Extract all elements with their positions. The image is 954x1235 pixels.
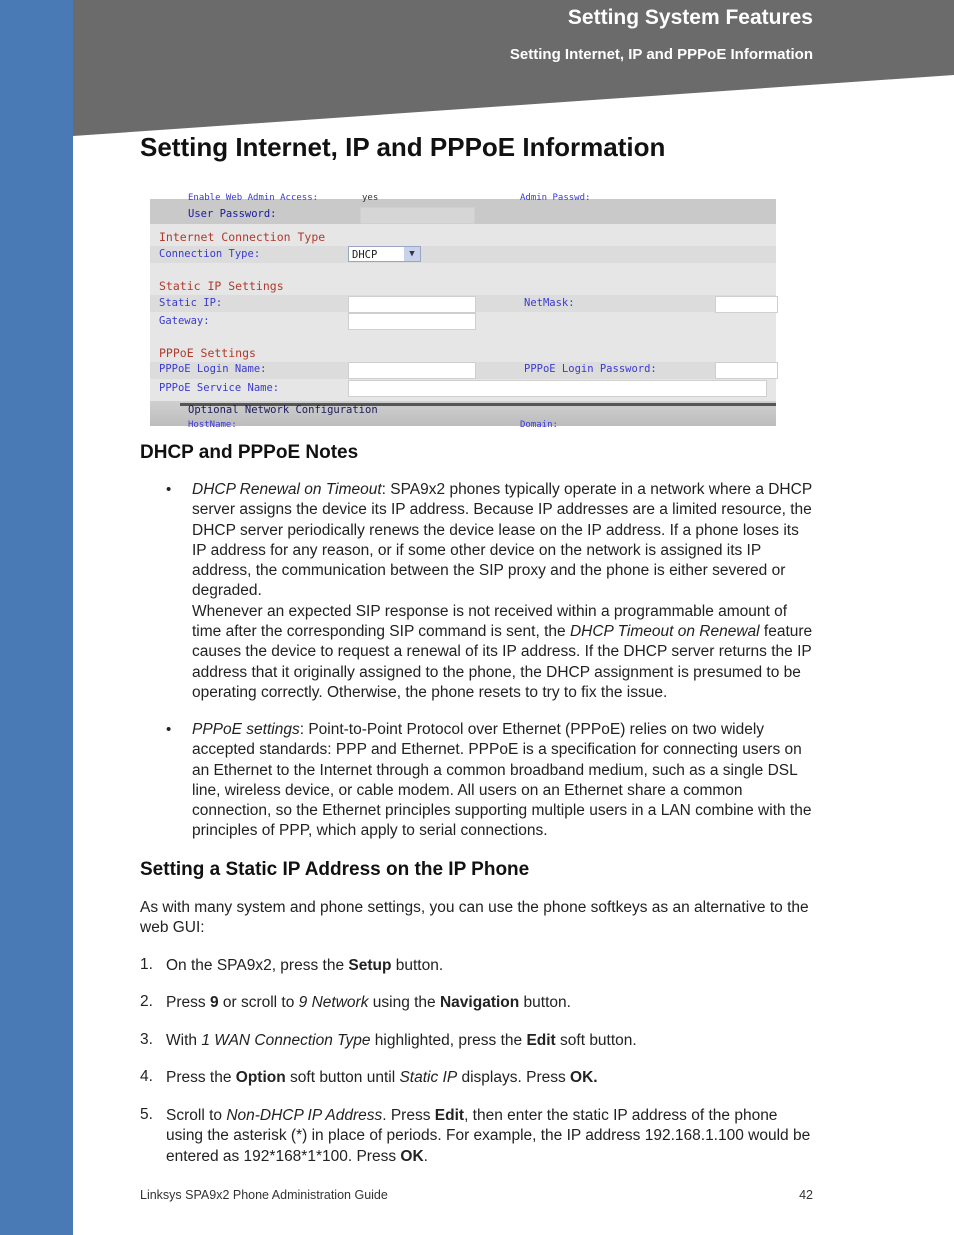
step-4-static-ip: Static IP	[399, 1069, 458, 1086]
step-2-nine: 9	[209, 994, 219, 1011]
step-5-non-dhcp: Non-DHCP IP Address	[226, 1107, 383, 1124]
step-2-navigation: Navigation	[439, 994, 520, 1011]
footer-page-number: 42	[799, 1188, 813, 1202]
pppoe-login-password-label: PPPoE Login Password:	[524, 363, 657, 375]
admin-passwd-label: Admin Passwd:	[520, 193, 591, 203]
pppoe-settings-paragraph	[192, 720, 816, 842]
gateway-label: Gateway:	[159, 315, 210, 327]
dhcp-timeout-text-b: feature causes the device to request a renewal of its IP address. If the DHCP server returns the IP address that it originally assigned to the phone, the DHCP assignment is presumed to be operating correctly. Otherwise, the phone resets to try to fix the issue.	[192, 623, 813, 701]
user-password-field	[360, 207, 475, 224]
connection-type-value: DHCP	[352, 249, 378, 261]
bullet-pppoe: •	[166, 721, 172, 738]
step-5-d: , then enter the static IP address of the phone using the asterisk (*) in place of periods. For example, the IP address 192.168.1.100 would be entered as 192*168*1*100. Press	[166, 1107, 811, 1165]
dhcp-renewal-paragraph-1	[192, 480, 816, 602]
step-2-text	[166, 993, 816, 1013]
web-gui-screenshot	[150, 193, 776, 430]
dhcp-renewal-term: DHCP Renewal on Timeout	[192, 481, 382, 498]
pppoe-service-name-label: PPPoE Service Name:	[159, 382, 280, 394]
step-4-option: Option	[235, 1069, 286, 1086]
static-ip-field	[348, 296, 476, 313]
step-2-number: 2.	[140, 993, 153, 1010]
netmask-label: NetMask:	[524, 297, 575, 309]
static-ip-label: Static IP:	[159, 297, 223, 309]
internet-connection-section: Internet Connection Type	[159, 230, 326, 244]
step-1-number: 1.	[140, 956, 153, 973]
pppoe-login-name-label: PPPoE Login Name:	[159, 363, 267, 375]
enable-admin-label: Enable Web Admin Access:	[188, 193, 319, 203]
step-1-c: button.	[391, 957, 444, 974]
bullet-dhcp: •	[166, 481, 172, 498]
step-5-ok: OK	[400, 1147, 424, 1165]
step-4-ok: OK.	[570, 1069, 598, 1086]
pppoe-login-password-field	[715, 362, 778, 379]
step-2-d: using the	[368, 994, 440, 1011]
pppoe-settings-section: PPPoE Settings	[159, 346, 256, 360]
step-2-c: or scroll to	[218, 994, 299, 1011]
step-5-text	[166, 1106, 816, 1167]
step-4-a: Press the	[166, 1069, 236, 1086]
optional-network-section: Optional Network Configuration	[188, 404, 378, 416]
pppoe-settings-term: PPPoE settings	[192, 721, 300, 738]
step-1-setup: Setup	[348, 957, 392, 974]
footer-guide-title: Linksys SPA9x2 Phone Administration Guide	[140, 1188, 388, 1202]
dhcp-timeout-text-a: Whenever an expected SIP response is not received within a programmable amount of time after the corresponding SIP command is sent, the	[192, 602, 788, 641]
step-1-a: On the SPA9x2, press the	[166, 957, 349, 974]
pppoe-service-name-field	[348, 380, 767, 397]
static-ip-heading: Setting a Static IP Address on the IP Phone	[140, 859, 530, 880]
dhcp-pppoe-heading: DHCP and PPPoE Notes	[140, 442, 359, 463]
page-title: Setting Internet, IP and PPPoE Information	[140, 132, 666, 162]
step-5-a: Scroll to	[166, 1107, 227, 1124]
step-3-text	[166, 1031, 816, 1051]
pppoe-settings-text: : Point-to-Point Protocol over Ethernet (PPPoE) relies on two widely accepted standards: PPP and Ethernet. PPPoE is a specification for connecting users on an Ethernet to the Internet through a common broadband medium, such as a single DSL line, wireless device, or cable modem. All users on an Ethernet share a common connection, so the Ethernet principles supporting multiple users in a LAN combine with the principles of PPP, which apply to serial connections.	[192, 721, 812, 840]
netmask-field	[715, 296, 778, 313]
step-4-text	[166, 1068, 816, 1088]
step-3-wan: 1 WAN Connection Type	[201, 1032, 371, 1049]
dhcp-renewal-paragraph-2	[192, 602, 816, 703]
step-2-e: button.	[519, 994, 571, 1011]
step-1-text	[166, 956, 816, 976]
step-5-e: .	[423, 1147, 428, 1165]
chapter-title: Setting System Features	[567, 6, 813, 29]
dhcp-renewal-text: : SPA9x2 phones typically operate in a network where a DHCP server assigns the device its IP address. Because IP addresses are a limited resource, the DHCP server periodically renews the device lease on the IP address. If a phone loses its IP address for any reason, or if some other device on the network is assigned its IP address, the communication between the SIP proxy and the phone is either severed or degraded.	[192, 481, 812, 600]
static-ip-intro: As with many system and phone settings, you can use the phone softkeys as an alternative to the web GUI:	[140, 899, 809, 937]
step-4-d: displays. Press	[457, 1069, 571, 1086]
step-3-c: highlighted, press the	[370, 1032, 527, 1049]
connection-type-select	[348, 246, 421, 262]
step-4-c: soft button until	[285, 1069, 400, 1086]
step-3-a: With	[166, 1032, 202, 1049]
chevron-down-icon: ▼	[404, 247, 420, 261]
enable-admin-value: yes	[362, 193, 379, 203]
step-2-network: 9 Network	[298, 994, 369, 1011]
pppoe-login-name-field	[348, 362, 476, 379]
section-subtitle: Setting Internet, IP and PPPoE Information	[509, 46, 813, 63]
gateway-field	[348, 313, 476, 330]
dhcp-renewal-note	[192, 480, 816, 703]
connection-type-label: Connection Type:	[159, 248, 261, 260]
step-3-edit: Edit	[526, 1032, 556, 1049]
step-2-a: Press	[166, 994, 210, 1011]
domain-label: Domain:	[520, 420, 558, 430]
page-header	[73, 0, 954, 138]
left-accent-bar	[0, 0, 73, 1235]
step-5-edit: Edit	[434, 1107, 465, 1124]
step-5-number: 5.	[140, 1106, 153, 1123]
step-4-number: 4.	[140, 1068, 153, 1085]
header-background	[73, 0, 954, 138]
step-3-d: soft button.	[555, 1032, 637, 1049]
static-ip-section: Static IP Settings	[159, 279, 284, 293]
step-5-c: . Press	[382, 1107, 435, 1124]
dhcp-timeout-term: DHCP Timeout on Renewal	[569, 623, 760, 641]
hostname-label: HostName:	[188, 420, 237, 430]
pppoe-settings-note	[192, 720, 816, 842]
user-password-label: User Password:	[188, 208, 277, 220]
step-3-number: 3.	[140, 1031, 153, 1048]
